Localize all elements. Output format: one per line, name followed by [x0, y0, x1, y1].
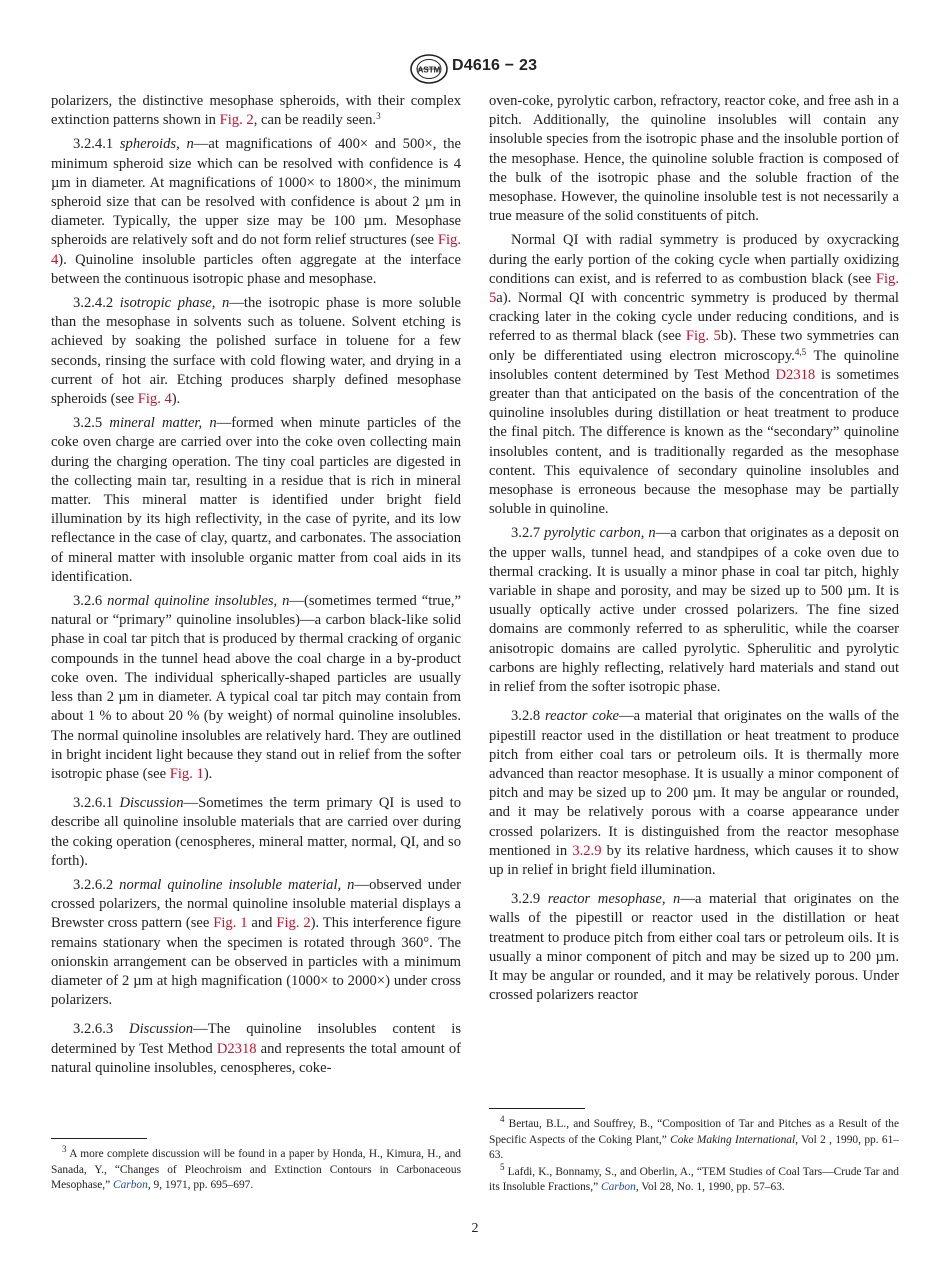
fig-4-link[interactable]: Fig. 4: [51, 232, 461, 268]
paragraph: polarizers, the distinctive mesophase spheroids, with their complex extinction patterns shown in Fig. 2, can be readily seen.$^3$: [51, 93, 461, 129]
svg-text:ASTM: ASTM: [417, 65, 441, 75]
left-column: [51, 92, 461, 1083]
d2318-link[interactable]: D2318: [775, 366, 816, 383]
right-column: [489, 92, 899, 1010]
footnotes-right: [489, 1114, 899, 1196]
fig-4-link[interactable]: Fig. 4: [137, 391, 172, 408]
footnote-ref-3[interactable]: 3: [376, 111, 381, 122]
page-number: 2: [471, 1221, 479, 1236]
section-3-2-6-1: 3.2.6.1 Discussion—Sometimes the term primary QI is used to describe all quinoline insoluble materials that are carried over during the coking operation (cenospheres, mineral matter, normal, QI, and so forth).: [51, 795, 462, 869]
page-header: [0, 54, 950, 84]
section-3-2-6-3: 3.2.6.3 Discussion—The quinoline insolubles content is determined by Test Method D2318 and represents the total amount of natural quinoline insolubles, cenospheres, coke-: [51, 1021, 461, 1076]
section-3-2-6-2: 3.2.6.2 normal quinoline insoluble material, n—observed under crossed polarizers, the normal quinoline insoluble material displays a Brewster cross pattern (see Fig. 1 and Fig. 2). This interference figure remains stationary when the specimen is rotated through 360°. The onionskin arrangement can be observed in particles with a minimum diameter of 2 µm at high magnification (1000× to 2000×) under cross polarizers.: [51, 876, 462, 1009]
carbon-journal-link[interactable]: Carbon: [113, 1179, 148, 1192]
footnote-4: $^4$ Bertau, B.L., and Souffrey, B., “Composition of Tar and Pitches as a Result of the Specific Aspects of the Coking Plant,” Coke Making International, Vol 2 , 1990, pp. 61–63.: [489, 1114, 899, 1162]
fig-1-link[interactable]: Fig. 1: [213, 915, 248, 932]
section-3-2-4-2: 3.2.4.2 isotropic phase, n—the isotropic phase is more soluble than the mesophase in solvents such as toluene. Solvent etching is achieved by soaking the polished surface in toluene for a few seconds, rinsing the surface with cold flowing water, and drying in a current of hot air. Etching produces sharply defined mesophase spheroids (see Fig. 4).: [51, 295, 462, 408]
section-3-2-4-1: 3.2.4.1 spheroids, n—at magnifications of 400× and 500×, the minimum spheroid size which can be resolved with confidence is 4 µm in diameter. At magnifications of 1000× to 1800×, the minimum spheroid size that can be resolved with confidence is about 2 µm in diameter. Typically, the upper size may be 100 µm. Mesophase spheroids are relatively soft and do not form relief structures (see Fig. 4). Quinoline insoluble particles often aggregate at the interface between the continuous isotropic phase and mesophase.: [51, 136, 462, 287]
section-3-2-8: 3.2.8 reactor coke—a material that originates on the walls of the pipestill reactor used in the distillation or heat treatment to produce pitch from either coal tars or petroleum oils. It is thermally more advanced than reactor mesophase. It is usually a minor component of pitch and may be sized up to 200 µm. It may be angular or rounded, and it may be relatively porous with a coarse appearance under crossed polarizers. It is distinguished from the reactor mesophase mentioned in 3.2.9 by its relative hardness, which causes it to show up in relief in bright field illumination.: [489, 708, 899, 878]
footnote-3: $^3$ A more complete discussion will be found in a paper by Honda, H., Kimura, H., and Sanada, Y., “Changes of Pleochroism and Extinction Contours in Carbonaceous Mesophase,” Carbon, 9, 1971, pp. 695–697.: [51, 1144, 461, 1192]
fig-5-link[interactable]: Fig. 5: [489, 270, 899, 307]
d2318-link[interactable]: D2318: [216, 1040, 257, 1057]
journal-title: Coke Making International: [670, 1133, 796, 1146]
section-3-2-6: 3.2.6 normal quinoline insolubles, n—(sometimes termed “true,” natural or “primary” quinoline insolubles)—a carbon black-like solid phase in coal tar pitch that is produced by thermal cracking of organic compounds in the tunnel head above the coal charge in a by-product coke oven. The individual spherically-shaped particles are usually less than 2 µm in diameter. A typical coal tar pitch may contain from about 1 % to about 20 % (by weight) of normal quinoline insolubles. The normal quinoline insolubles are relatively hard. They are outlined in bright incident light because they stand out in relief from the softer isotropic phase (see Fig. 1).: [51, 593, 462, 782]
astm-logo-icon: [409, 54, 449, 84]
footnote-ref-4-5[interactable]: 4,5: [794, 346, 807, 357]
carbon-journal-link[interactable]: Carbon: [601, 1181, 636, 1194]
fig-1-link[interactable]: Fig. 1: [169, 765, 204, 782]
section-3-2-7: 3.2.7 pyrolytic carbon, n—a carbon that originates as a deposit on the upper walls, tunnel head, and standpipes of a coke oven due to thermal cracking. It is usually a minor phase in coal tar pitch, highly variable in shape and porosity, and may be sized up to 500 µm. It is usually optically active under crossed polarizers. The fine sized domains are commonly referred to as spherulitic, while the coarser anisotropic domains are called pyrolytic. Spherulitic and pyrolytic carbons are highly reflecting, relatively hard materials and stand out in relief from the softer isotropic phase.: [489, 525, 900, 696]
fig-5-link[interactable]: Fig. 5: [685, 328, 721, 345]
standard-designation: D4616 − 23: [452, 57, 538, 74]
section-3-2-5: 3.2.5 mineral matter, n—formed when minute particles of the coke oven charge are carried over into the coke oven collecting main during the charging operation. The tiny coal particles are digested in the collecting main tar, resulting in a residue that is rich in mineral matter. This mineral matter is identified under bright field illumination by its high reflectivity, in the case of pyrite, and its low reflectance in the case of clay, quartz, and carbonates. The association of mineral matter with insoluble organic matter from coal aids in its identification.: [51, 415, 461, 585]
section-3-2-9: 3.2.9 reactor mesophase, n—a material that originates on the walls of the pipestill or reactor used in the distillation or heat treatment to produce pitch from either coal tars or petroleum oils. It is usually a minor component of pitch and may be sized up to 200 µm. It may be angular or rounded, and it may be relatively porous. Under crossed polarizers reactor: [489, 891, 900, 1004]
paragraph: Normal QI with radial symmetry is produced by oxycracking during the early portion of the coking cycle when partially oxidizing conditions can exist, and is referred to as combustion black (see Fig. 5a). Normal QI with concentric symmetry is produced by thermal cracking later in the coking cycle under reducing conditions, and is referred to as thermal black (see Fig. 5b). These two symmetries can only be differentiated using electron microscopy.$^{4,5}$ The quinoline insolubles content determined by Test Method D2318 is sometimes greater than that anticipated on the basis of the concentration of the quinoline insolubles during distillation or heat treatment to produce the final pitch. The difference is known as the “secondary” quinoline insolubles content, and is traditionally regarded as the mesophase content. This equivalence of secondary quinoline insolubles and mesophase is erroneous because the mesophase may be partially soluble in quinoline.: [489, 232, 900, 518]
footnotes-left: [51, 1144, 461, 1194]
paragraph: oven-coke, pyrolytic carbon, refractory, reactor coke, and free ash in a pitch. Additionally, the quinoline insolubles will contain any insoluble species from the isotropic phase and the insoluble portion of the mesophase. Hence, the quinoline soluble fraction is composed of the bulk of the isotropic phase and the soluble fraction of the mesophase. However, the quinoline insoluble test is not necessarily a true measure of the solid constituents of pitch.: [489, 93, 899, 225]
footnote-5: $^5$ Lafdi, K., Bonnamy, S., and Oberlin, A., “TEM Studies of Coal Tars—Crude Tar and its Insoluble Fractions,” Carbon, Vol 28, No. 1, 1990, pp. 57–63.: [489, 1161, 899, 1194]
footnote-divider: [489, 1108, 585, 1109]
section-3-2-9-link[interactable]: 3.2.9: [572, 842, 602, 859]
footnote-divider: [51, 1138, 147, 1139]
fig-2-link[interactable]: Fig. 2: [276, 915, 311, 932]
fig-2-link[interactable]: Fig. 2: [219, 112, 254, 129]
